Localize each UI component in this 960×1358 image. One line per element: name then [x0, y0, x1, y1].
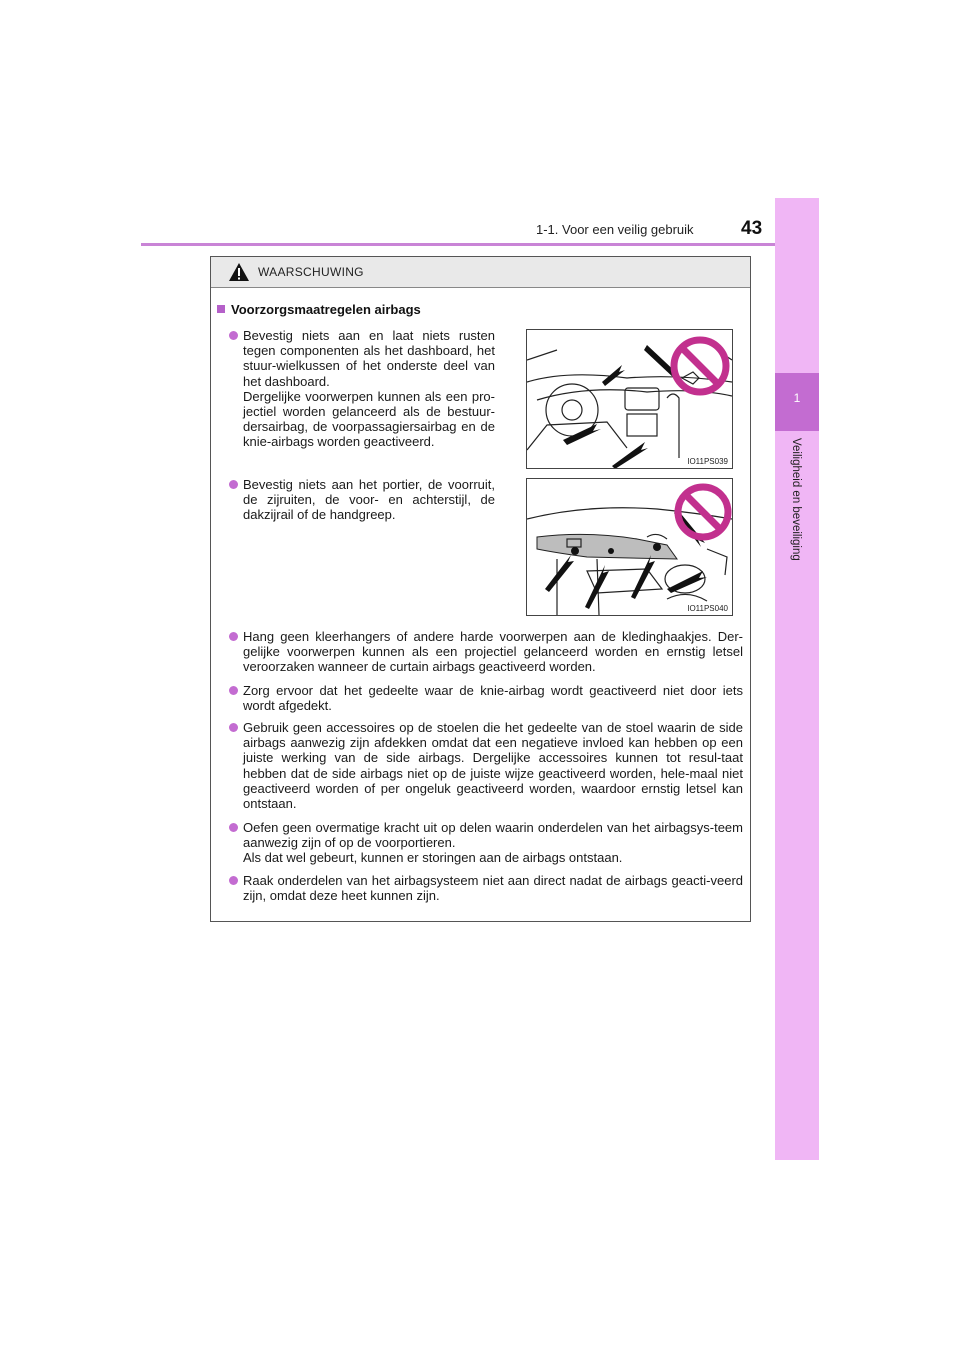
- chapter-tab-title: Veiligheid en beveiliging: [790, 438, 802, 561]
- warning-bullet: [243, 820, 743, 866]
- chapter-side-tab: [775, 198, 819, 1160]
- bullet-dot-icon: [229, 876, 238, 885]
- running-head: 1-1. Voor een veilig gebruik: [536, 222, 694, 237]
- warning-bullet: [243, 629, 743, 675]
- section-square-icon: [217, 305, 225, 313]
- bullet-text: Gebruik geen accessoires op de stoelen die het gedeelte van de stoel waarin de side airbags aanwezig zijn afdekken omdat dat een negatieve invloed kan hebben op een juiste werking van de side airbags. Dergelijke accessoires kunnen tot resul-taat hebben dat de side airbags niet op de juiste wijze geactiveerd worden, hele-maal niet geactiveerd worden of per ongeluk geactiveerd worden, waardoor ernstig letsel kan ontstaan.: [243, 720, 743, 812]
- bullet-text: Bevestig niets aan het portier, de voorruit, de zijruiten, de voor- en achterstijl, de dakzijrail of de handgreep.: [243, 477, 495, 523]
- warning-title: WAARSCHUWING: [258, 265, 364, 279]
- interior-illustration: [527, 479, 732, 615]
- header-rule: [141, 243, 819, 246]
- figure-caption: IO11PS039: [687, 457, 728, 466]
- warning-bullet: [243, 720, 743, 811]
- figure-interior-side: [526, 478, 733, 616]
- bullet-text: Hang geen kleerhangers of andere harde voorwerpen aan de kledinghaakjes. Der-gelijke voorwerpen kunnen als een projectiel gelanceerd worden en ernstig letsel veroorzaken wanneer de curtain airbags geactiveerd worden.: [243, 629, 743, 675]
- bullet-dot-icon: [229, 823, 238, 832]
- bullet-dot-icon: [229, 480, 238, 489]
- figure-dashboard: [526, 329, 733, 469]
- figure-caption: IO11PS040: [687, 604, 728, 613]
- bullet-dot-icon: [229, 632, 238, 641]
- bullet-text: Zorg ervoor dat het gedeelte waar de knie-airbag wordt geactiveerd niet door iets wordt afgedekt.: [243, 683, 743, 714]
- warning-header: [211, 257, 750, 288]
- warning-bullet: [243, 328, 495, 450]
- bullet-text: Raak onderdelen van het airbagsysteem niet aan direct nadat de airbags geacti-veerd zijn, omdat deze heet kunnen zijn.: [243, 873, 743, 904]
- bullet-text: Bevestig niets aan en laat niets rusten tegen componenten als het dashboard, het stuur-wielkussen of het onderste deel van het dashboard. Dergelijke voorwerpen kunnen als een pro-jectiel worden gelanceerd als de bestuur-dersairbag, de voorpassagiersairbag en de knie-airbags worden geactiveerd.: [243, 328, 495, 450]
- dashboard-illustration: [527, 330, 732, 468]
- warning-bullet: [243, 683, 743, 713]
- page-number: 43: [741, 218, 763, 239]
- prohibition-icon: [674, 340, 726, 392]
- warning-triangle-icon: [228, 262, 250, 282]
- bullet-text: Oefen geen overmatige kracht uit op delen waarin onderdelen van het airbagsys-teem aanwezig zijn of op de voorportieren. Als dat wel gebeurt, kunnen er storingen aan de airbags ontstaan.: [243, 820, 743, 866]
- bullet-dot-icon: [229, 686, 238, 695]
- bullet-dot-icon: [229, 331, 238, 340]
- warning-bullet: [243, 477, 495, 523]
- chapter-tab-number: 1: [793, 391, 801, 405]
- section-heading: [217, 302, 421, 317]
- warning-bullet: [243, 873, 743, 903]
- warning-box: [210, 256, 751, 922]
- section-heading-text: Voorzorgsmaatregelen airbags: [231, 302, 421, 317]
- bullet-dot-icon: [229, 723, 238, 732]
